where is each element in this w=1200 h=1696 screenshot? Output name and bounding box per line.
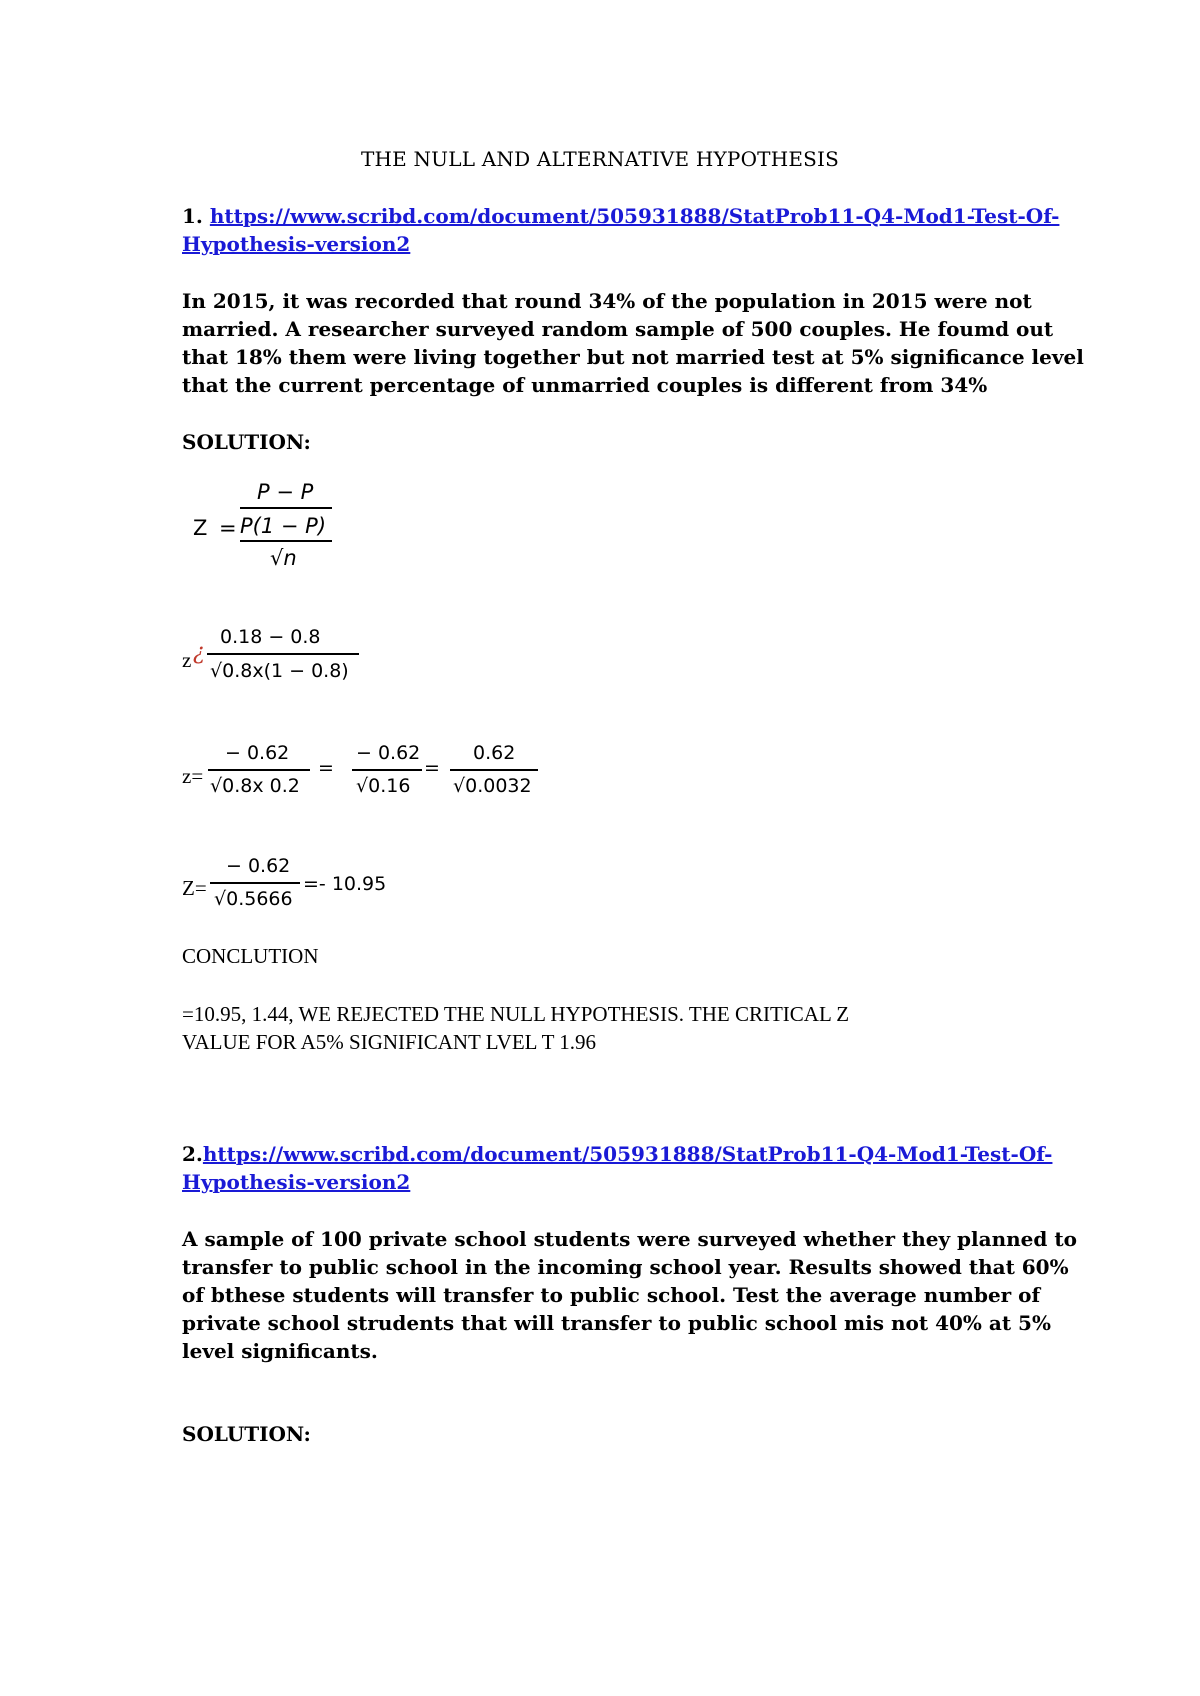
q1-problem-line: In 2015, it was recorded that round 34% of the population in 2015 were not <box>182 289 1032 313</box>
q1-problem <box>182 287 1084 399</box>
q2-problem-line: level significants. <box>182 1339 378 1363</box>
q1-problem-line: that the current percentage of unmarried couples is different from 34% <box>182 373 988 397</box>
step3-lhs: Z= <box>182 876 207 900</box>
step1-denominator: √0.8x(1 − 0.8) <box>210 660 349 682</box>
step1-numerator: 0.18 − 0.8 <box>220 626 321 648</box>
q2-problem-line: of bthese students will transfer to public school. Test the average number of <box>182 1283 1041 1307</box>
formula-fraction-bar-2 <box>240 540 332 542</box>
q1-conclusion <box>182 1000 849 1056</box>
step2-num1: − 0.62 <box>225 742 290 764</box>
step1-glyph: ¿ <box>193 640 205 665</box>
q2-problem <box>182 1225 1077 1365</box>
step3-numerator: − 0.62 <box>226 855 291 877</box>
q1-conclusion-label: CONCLUTION <box>182 944 319 968</box>
step2-bar3 <box>450 769 538 771</box>
q2-number: 2. <box>182 1142 203 1166</box>
q1-link[interactable]: https://www.scribd.com/document/505931888/StatProb11-Q4-Mod1-Test-Of- <box>209 204 1060 228</box>
q2-problem-line: A sample of 100 private school students were surveyed whether they planned to <box>182 1227 1077 1251</box>
q1-conclusion-line: VALUE FOR A5% SIGNIFICANT LVEL T 1.96 <box>182 1030 597 1054</box>
step2-num2: − 0.62 <box>356 742 421 764</box>
step2-bar2 <box>352 769 422 771</box>
step1-lhs: z <box>182 648 192 672</box>
step2-lhs: z= <box>182 764 204 788</box>
formula-fraction-bar <box>240 507 332 509</box>
q2-problem-line: transfer to public school in the incoming school year. Results showed that 60% <box>182 1255 1069 1279</box>
step3-result: =- 10.95 <box>303 873 387 895</box>
step2-den1: √0.8x 0.2 <box>210 775 300 797</box>
step2-den2: √0.16 <box>356 775 411 797</box>
step2-den3: √0.0032 <box>453 775 532 797</box>
step3-denominator: √0.5666 <box>214 888 293 910</box>
q2-reference <box>182 1140 1062 1196</box>
q1-conclusion-line: =10.95, 1.44, WE REJECTED THE NULL HYPOTHESIS. THE CRITICAL Z <box>182 1002 850 1026</box>
formula-numerator: P − P <box>257 480 314 504</box>
q2-solution-label: SOLUTION: <box>182 1422 311 1446</box>
q1-problem-line: married. A researcher surveyed random sample of 500 couples. He foumd out <box>182 317 1054 341</box>
step1-fraction-bar <box>207 653 359 655</box>
q1-link-continued[interactable]: Hypothesis-version2 <box>182 232 411 256</box>
q1-number: 1. <box>182 204 203 228</box>
step3-fraction-bar <box>210 882 300 884</box>
q2-problem-line: private school strudents that will transfer to public school mis not 40% at 5% <box>182 1311 1051 1335</box>
formula-denominator: √n <box>270 546 297 570</box>
q2-link-continued[interactable]: Hypothesis-version2 <box>182 1170 411 1194</box>
step2-eq2: = <box>424 757 440 779</box>
formula-lhs: Z <box>193 516 208 540</box>
step2-bar1 <box>208 769 310 771</box>
formula-equals: = <box>219 516 237 540</box>
page-title: THE NULL AND ALTERNATIVE HYPOTHESIS <box>360 147 840 171</box>
q2-link[interactable]: https://www.scribd.com/document/505931888/StatProb11-Q4-Mod1-Test-Of- <box>202 1142 1053 1166</box>
q1-reference <box>182 202 1062 258</box>
formula-mid: P(1 − P) <box>240 514 327 538</box>
q1-solution-label: SOLUTION: <box>182 430 311 454</box>
step2-eq1: = <box>318 757 334 779</box>
step2-num3: 0.62 <box>473 742 516 764</box>
q1-problem-line: that 18% them were living together but not married test at 5% significance level <box>182 345 1084 369</box>
